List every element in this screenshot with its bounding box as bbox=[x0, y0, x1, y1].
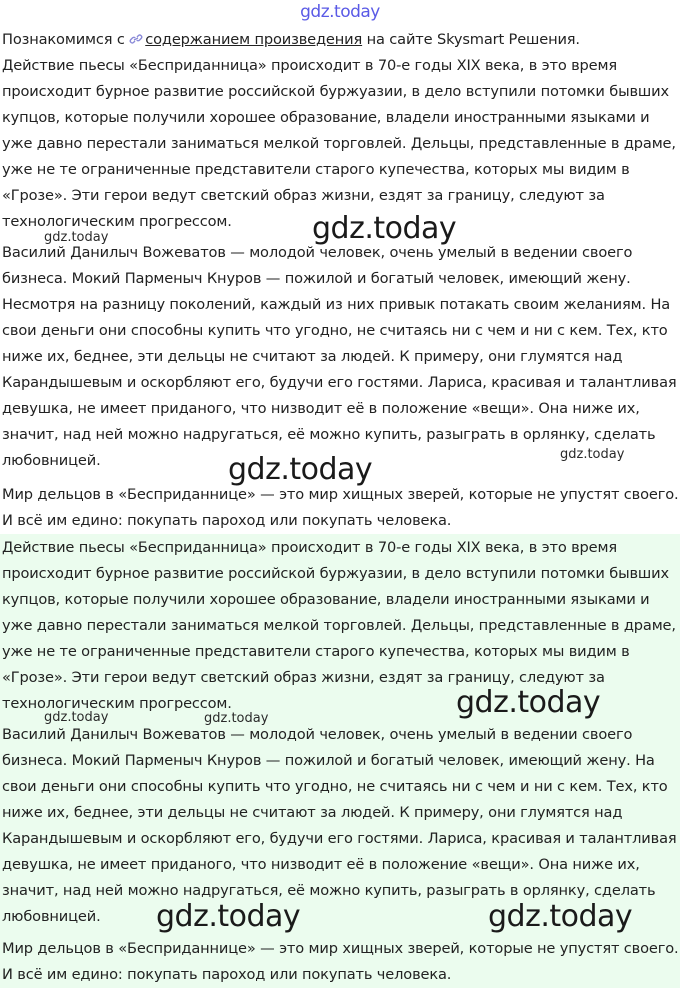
text-line: И всё им едино: покупать пароход или покупать человека. bbox=[2, 512, 452, 529]
text-line: значит, над ней можно надругаться, её можно купить, разыграть в орлянку, сделать bbox=[2, 882, 656, 899]
text-line: уже давно перестали заниматься мелкой торговлей. Дельцы, представленные в драме, bbox=[2, 617, 676, 634]
text-line: Действие пьесы «Бесприданница» происходит в 70-е годы XIX века, в это время bbox=[2, 539, 617, 556]
text-line: Карандышевым и оскорбляют его, будучи его гостями. Лариса, красивая и талантливая bbox=[2, 374, 677, 391]
text-line: Несмотря на разницу поколений, каждый из них привык потакать своим желаниям. На bbox=[2, 296, 671, 313]
watermark-large: gdz.today bbox=[228, 452, 373, 487]
watermark-large: gdz.today bbox=[488, 899, 633, 934]
text-line: технологическим прогрессом. bbox=[2, 695, 232, 712]
block2-paragraph-3 bbox=[2, 936, 678, 988]
text-line: девушка, не имеет приданого, что низводит её в положение «вещи». Она ниже их, bbox=[2, 400, 640, 417]
content-link[interactable]: содержанием произведения bbox=[145, 31, 363, 48]
text-line: происходит бурное развитие российской буржуазии, в дело вступили потомки бывших bbox=[2, 83, 669, 100]
link-icon bbox=[129, 33, 143, 45]
text-line: свои деньги они способны купить что угодно, не считаясь ни с чем и ни с кем. Тех, кто bbox=[2, 322, 668, 339]
top-watermark: gdz.today bbox=[300, 2, 380, 22]
text-line: Василий Данилыч Вожеватов — молодой человек, очень умелый в ведении своего bbox=[2, 244, 633, 261]
watermark-small: gdz.today bbox=[44, 710, 109, 725]
watermark-small: gdz.today bbox=[44, 230, 109, 245]
text-line: Василий Данилыч Вожеватов — молодой человек, очень умелый в ведении своего bbox=[2, 726, 633, 743]
text-line: И всё им едино: покупать пароход или покупать человека. bbox=[2, 966, 452, 983]
text-line: уже не те ограниченные представители старого купечества, которых мы видим в bbox=[2, 643, 630, 660]
block1-paragraph-1 bbox=[2, 53, 678, 235]
intro-before: Познакомимся с bbox=[2, 31, 130, 48]
text-line: происходит бурное развитие российской буржуазии, в дело вступили потомки бывших bbox=[2, 565, 669, 582]
text-line: бизнеса. Мокий Парменыч Кнуров — пожилой и богатый человек, имеющий жену. bbox=[2, 270, 631, 287]
text-line: купцов, которые получили хорошее образование, владели иностранными языками и bbox=[2, 109, 650, 126]
text-line: Мир дельцов в «Бесприданнице» — это мир хищных зверей, которые не упустят своего. bbox=[2, 940, 679, 957]
text-line: купцов, которые получили хорошее образование, владели иностранными языками и bbox=[2, 591, 650, 608]
text-line: девушка, не имеет приданого, что низводит её в положение «вещи». Она ниже их, bbox=[2, 856, 640, 873]
intro-line bbox=[2, 27, 678, 53]
watermark-large: gdz.today bbox=[156, 899, 301, 934]
text-line: любовницей. bbox=[2, 452, 101, 469]
text-line: бизнеса. Мокий Парменыч Кнуров — пожилой и богатый человек, имеющий жену. На bbox=[2, 752, 655, 769]
text-line: Действие пьесы «Бесприданница» происходит в 70-е годы XIX века, в это время bbox=[2, 57, 617, 74]
block1-paragraph-2 bbox=[2, 240, 678, 474]
text-line: Карандышевым и оскорбляют его, будучи его гостями. Лариса, красивая и талантливая bbox=[2, 830, 677, 847]
watermark-large: gdz.today bbox=[312, 211, 457, 246]
watermark-large: gdz.today bbox=[456, 685, 601, 720]
text-line: «Грозе». Эти герои ведут светский образ жизни, ездят за границу, следуют за bbox=[2, 187, 605, 204]
watermark-small: gdz.today bbox=[204, 711, 269, 726]
intro-after: на сайте Skysmart Решения. bbox=[362, 31, 580, 48]
text-line: уже давно перестали заниматься мелкой торговлей. Дельцы, представленные в драме, bbox=[2, 135, 676, 152]
text-line: Мир дельцов в «Бесприданнице» — это мир хищных зверей, которые не упустят своего. bbox=[2, 486, 679, 503]
text-line: «Грозе». Эти герои ведут светский образ жизни, ездят за границу, следуют за bbox=[2, 669, 605, 686]
text-line: значит, над ней можно надругаться, её можно купить, разыграть в орлянку, сделать bbox=[2, 426, 656, 443]
watermark-small: gdz.today bbox=[560, 447, 625, 462]
text-line: свои деньги они способны купить что угодно, не считаясь ни с чем и ни с кем. Тех, кто bbox=[2, 778, 668, 795]
block1-paragraph-3 bbox=[2, 482, 678, 534]
text-line: ниже их, беднее, эти дельцы не считают за людей. К примеру, они глумятся над bbox=[2, 804, 623, 821]
text-line: технологическим прогрессом. bbox=[2, 213, 232, 230]
text-line: уже не те ограниченные представители старого купечества, которых мы видим в bbox=[2, 161, 630, 178]
text-line: любовницей. bbox=[2, 908, 101, 925]
text-line: ниже их, беднее, эти дельцы не считают за людей. К примеру, они глумятся над bbox=[2, 348, 623, 365]
